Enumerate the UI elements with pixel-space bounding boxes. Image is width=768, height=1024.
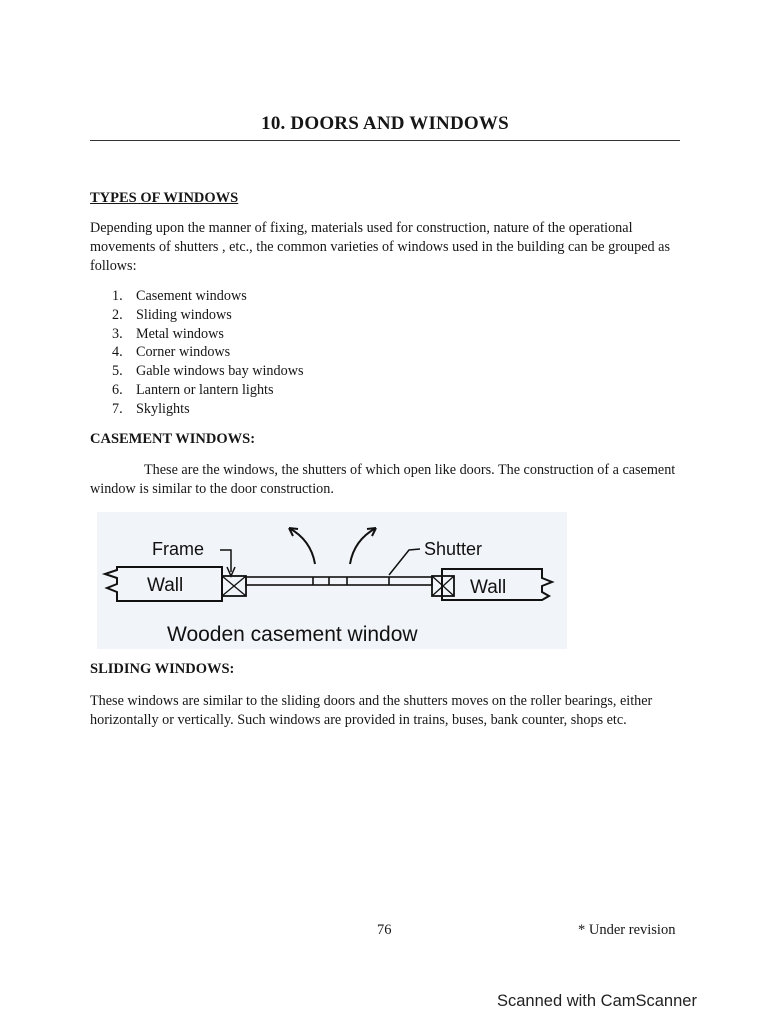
page-number: 76 xyxy=(377,922,392,938)
casement-paragraph xyxy=(90,461,682,499)
left-wall-label: Wall xyxy=(147,575,184,596)
figure-caption: Wooden casement window xyxy=(167,623,418,646)
page-title: 10. DOORS AND WINDOWS xyxy=(261,113,509,134)
list-item-text: Gable windows bay windows xyxy=(136,363,304,380)
list-item-text: Metal windows xyxy=(136,325,224,342)
title-divider xyxy=(90,140,680,141)
list-item-number: 7. xyxy=(112,400,123,417)
list-item-number: 5. xyxy=(112,363,123,380)
list-item-text: Casement windows xyxy=(136,288,247,304)
scanner-watermark: Scanned with CamScanner xyxy=(497,992,697,1010)
list-item xyxy=(112,306,303,325)
list-item xyxy=(112,287,303,306)
list-item xyxy=(112,400,303,419)
casement-windows-heading: CASEMENT WINDOWS: xyxy=(90,431,256,447)
list-item-number: 1. xyxy=(112,288,123,304)
sliding-windows-heading: SLIDING WINDOWS: xyxy=(90,661,235,677)
list-item xyxy=(112,343,303,362)
types-of-windows-heading: TYPES OF WINDOWS xyxy=(90,190,239,206)
list-item-text: Corner windows xyxy=(136,344,231,361)
revision-note: * Under revision xyxy=(578,922,676,938)
list-item-number: 3. xyxy=(112,325,123,342)
casement-window-figure xyxy=(97,512,567,649)
frame-label: Frame xyxy=(152,539,205,559)
list-item-number: 2. xyxy=(112,306,123,323)
shutter-label: Shutter xyxy=(424,539,483,559)
list-item-number: 6. xyxy=(112,381,123,398)
casement-paragraph-text: These are the windows, the shutters of which open like doors. The construction of a casement window is similar to the door construction. xyxy=(90,462,676,497)
right-wall-label: Wall xyxy=(470,577,507,598)
list-item xyxy=(112,381,303,400)
window-types-list xyxy=(112,287,303,419)
list-item-text: Skylights xyxy=(136,400,190,417)
list-item-text: Lantern or lantern lights xyxy=(136,381,274,398)
types-intro-paragraph: Depending upon the manner of fixing, materials used for construction, nature of the operational movements of shutters , etc., the common varieties of windows used in the building can be grouped as follows: xyxy=(90,220,670,274)
list-item-text: Sliding windows xyxy=(136,306,232,323)
sliding-paragraph: These windows are similar to the sliding doors and the shutters moves on the roller bearings, either horizontally or vertically. Such windows are provided in trains, buses, bank counter, shops etc. xyxy=(90,693,653,728)
list-item xyxy=(112,325,303,344)
list-item xyxy=(112,362,303,381)
list-item-number: 4. xyxy=(112,344,123,361)
